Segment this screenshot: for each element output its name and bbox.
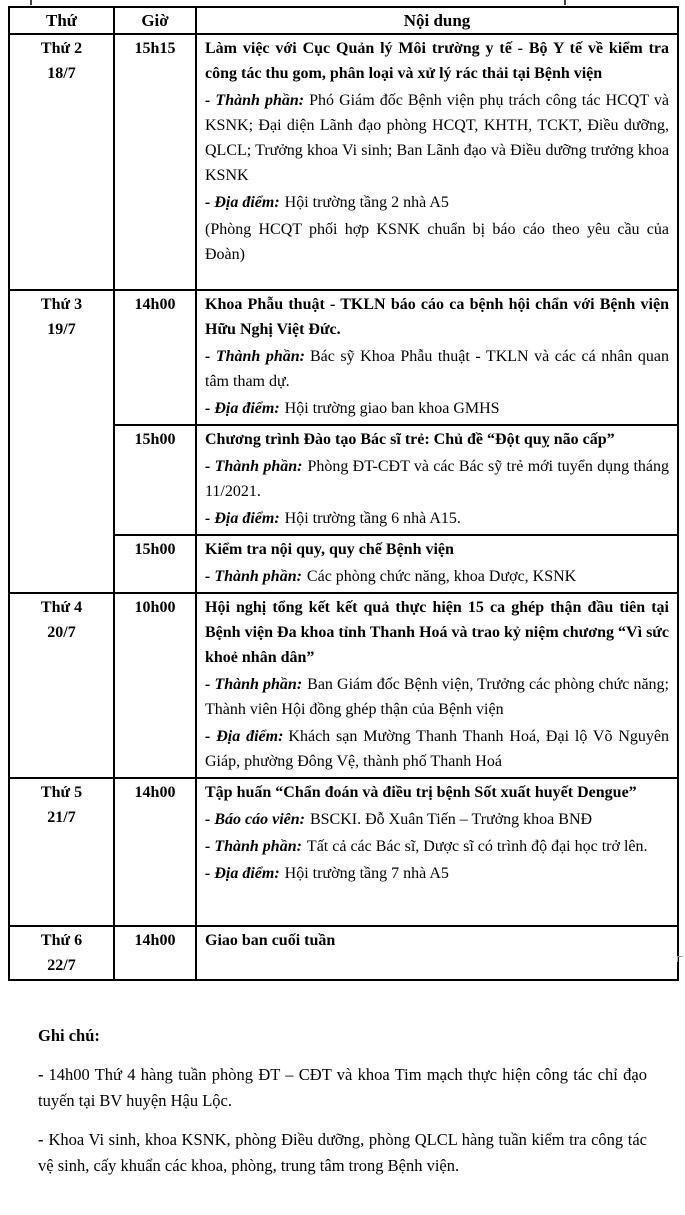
table-resize-handle-artifact — [677, 956, 683, 962]
participants-text: Bác sỹ Khoa Phẫu thuật - TKLN và các cá nhân quan tâm tham dự. — [205, 348, 670, 390]
col-header-content: Nội dung — [196, 7, 678, 34]
day-cell — [9, 926, 114, 980]
time-cell: 14h00 — [114, 290, 196, 425]
event-participants — [205, 344, 669, 394]
event-participants — [205, 564, 669, 589]
location-text: Khách sạn Mường Thanh Thanh Hoá, Đại lộ Võ Nguyên Giáp, phường Đông Vệ, thành phố Thanh Hoá — [205, 728, 669, 770]
event-location — [205, 506, 669, 531]
day-label: Thứ 6 — [40, 932, 83, 949]
schedule-table — [8, 6, 679, 981]
participants-label: - Thành phần: — [205, 676, 303, 693]
time-cell: 14h00 — [114, 926, 196, 980]
event-title: Khoa Phẫu thuật - TKLN báo cáo ca bệnh hội chẩn với Bệnh viện Hữu Nghị Việt Đức. — [205, 296, 669, 338]
event-title: Giao ban cuối tuần — [205, 932, 336, 949]
presenter-text: BSCKI. Đỗ Xuân Tiến – Trưởng khoa BNĐ — [309, 811, 593, 828]
content-cell — [196, 778, 678, 926]
event-participants — [205, 834, 669, 859]
content-cell — [196, 926, 678, 980]
location-text: Hội trường tầng 6 nhà A15. — [284, 510, 461, 527]
participants-text: Các phòng chức năng, khoa Dược, KSNK — [306, 568, 577, 585]
table-row — [9, 593, 678, 778]
day-cell — [9, 593, 114, 778]
content-cell — [196, 290, 678, 425]
location-label: - Địa điểm: — [205, 194, 280, 211]
day-cell — [9, 34, 114, 290]
day-date: 19/7 — [47, 321, 76, 338]
day-label: Thứ 5 — [40, 784, 83, 801]
header-row — [9, 7, 678, 34]
event-location — [205, 190, 669, 215]
participants-text: Tất cả các Bác sĩ, Dược sĩ có trình độ đại học trở lên. — [306, 838, 648, 855]
day-cell — [9, 290, 114, 593]
event-title: Chương trình Đào tạo Bác sĩ trẻ: Chủ đề “Đột quỵ não cấp” — [205, 431, 615, 448]
participants-text: Ban Giám đốc Bệnh viện, Trưởng các phòng chức năng; Thành viên Hội đồng ghép thận của Bệnh viện — [205, 676, 670, 718]
event-location — [205, 396, 669, 421]
scan-artifact-tick — [564, 0, 566, 5]
day-date: 20/7 — [47, 624, 76, 641]
day-date: 18/7 — [47, 65, 76, 82]
day-label: Thứ 4 — [40, 599, 83, 616]
location-label: - Địa điểm: — [205, 865, 280, 882]
time-cell: 15h00 — [114, 535, 196, 593]
location-label: - Địa điểm: — [205, 728, 284, 745]
participants-text: Phòng ĐT-CĐT và các Bác sỹ trẻ mới tuyển dụng tháng 11/2021. — [205, 458, 670, 500]
note-item — [38, 1062, 647, 1114]
location-text: Hội trường tầng 2 nhà A5 — [284, 194, 449, 211]
event-participants — [205, 454, 669, 504]
event-title: Tập huấn “Chẩn đoán và điều trị bệnh Sốt xuất huyết Dengue” — [205, 784, 637, 801]
time-cell: 15h00 — [114, 425, 196, 535]
day-date: 22/7 — [47, 957, 76, 974]
location-text: Hội trường giao ban khoa GMHS — [284, 400, 500, 417]
location-label: - Địa điểm: — [205, 510, 280, 527]
notes-heading: Ghi chú: — [38, 1026, 100, 1045]
note-dash: - — [38, 1065, 44, 1084]
content-cell — [196, 535, 678, 593]
location-label: - Địa điểm: — [205, 400, 280, 417]
event-participants — [205, 672, 669, 722]
time-cell: 15h15 — [114, 34, 196, 290]
note-dash: - — [38, 1130, 44, 1149]
day-date: 21/7 — [47, 809, 76, 826]
participants-label: - Thành phần: — [205, 568, 302, 585]
event-title: Hội nghị tổng kết kết quả thực hiện 15 ca ghép thận đầu tiên tại Bệnh viện Đa khoa tỉnh Thanh Hoá và trao kỷ niệm chương “Vì sức khoẻ nhân dân” — [205, 599, 669, 666]
participants-label: - Thành phần: — [205, 92, 305, 109]
event-participants — [205, 88, 669, 188]
day-label: Thứ 3 — [40, 296, 83, 313]
notes-section — [38, 1023, 647, 1179]
participants-label: - Thành phần: — [205, 348, 305, 365]
day-label: Thứ 2 — [40, 40, 83, 57]
presenter-label: - Báo cáo viên: — [205, 811, 305, 828]
event-title: Làm việc với Cục Quản lý Môi trường y tế - Bộ Y tế về kiểm tra công tác thu gom, phân loại và xử lý rác thải tại Bệnh viện — [205, 40, 669, 82]
event-note: (Phòng HCQT phối hợp KSNK chuẩn bị báo cáo theo yêu cầu của Đoàn) — [205, 221, 669, 263]
note-text: Khoa Vi sinh, khoa KSNK, phòng Điều dưỡng, phòng QLCL hàng tuần kiểm tra công tác vệ sinh, cấy khuẩn các khoa, phòng, trung tâm trong Bệnh viện. — [38, 1130, 647, 1175]
table-row — [9, 290, 678, 425]
event-title: Kiểm tra nội quy, quy chế Bệnh viện — [205, 541, 454, 558]
table-row — [9, 34, 678, 290]
content-cell — [196, 425, 678, 535]
table-row — [9, 926, 678, 980]
time-cell: 14h00 — [114, 778, 196, 926]
participants-label: - Thành phần: — [205, 838, 302, 855]
table-row — [9, 778, 678, 926]
event-presenter — [205, 807, 669, 832]
scan-artifact-tick — [30, 0, 32, 5]
note-text: 14h00 Thứ 4 hàng tuần phòng ĐT – CĐT và khoa Tim mạch thực hiện công tác chỉ đạo tuyến tại BV huyện Hậu Lộc. — [38, 1065, 647, 1110]
col-header-day: Thứ — [9, 7, 114, 34]
content-cell — [196, 593, 678, 778]
event-location — [205, 861, 669, 886]
content-cell — [196, 34, 678, 290]
note-item — [38, 1127, 647, 1179]
time-cell: 10h00 — [114, 593, 196, 778]
participants-label: - Thành phần: — [205, 458, 303, 475]
location-text: Hội trường tầng 7 nhà A5 — [284, 865, 449, 882]
participants-text: Phó Giám đốc Bệnh viện phụ trách công tác HCQT và KSNK; Đại diện Lãnh đạo phòng HCQT, KHTH, TCKT, Điều dưỡng, QLCL; Trưởng khoa Vi sinh; Ban Lãnh đạo và Điều dưỡng trưởng khoa KSNK — [205, 92, 669, 184]
day-cell — [9, 778, 114, 926]
col-header-time: Giờ — [114, 7, 196, 34]
event-location — [205, 724, 669, 774]
